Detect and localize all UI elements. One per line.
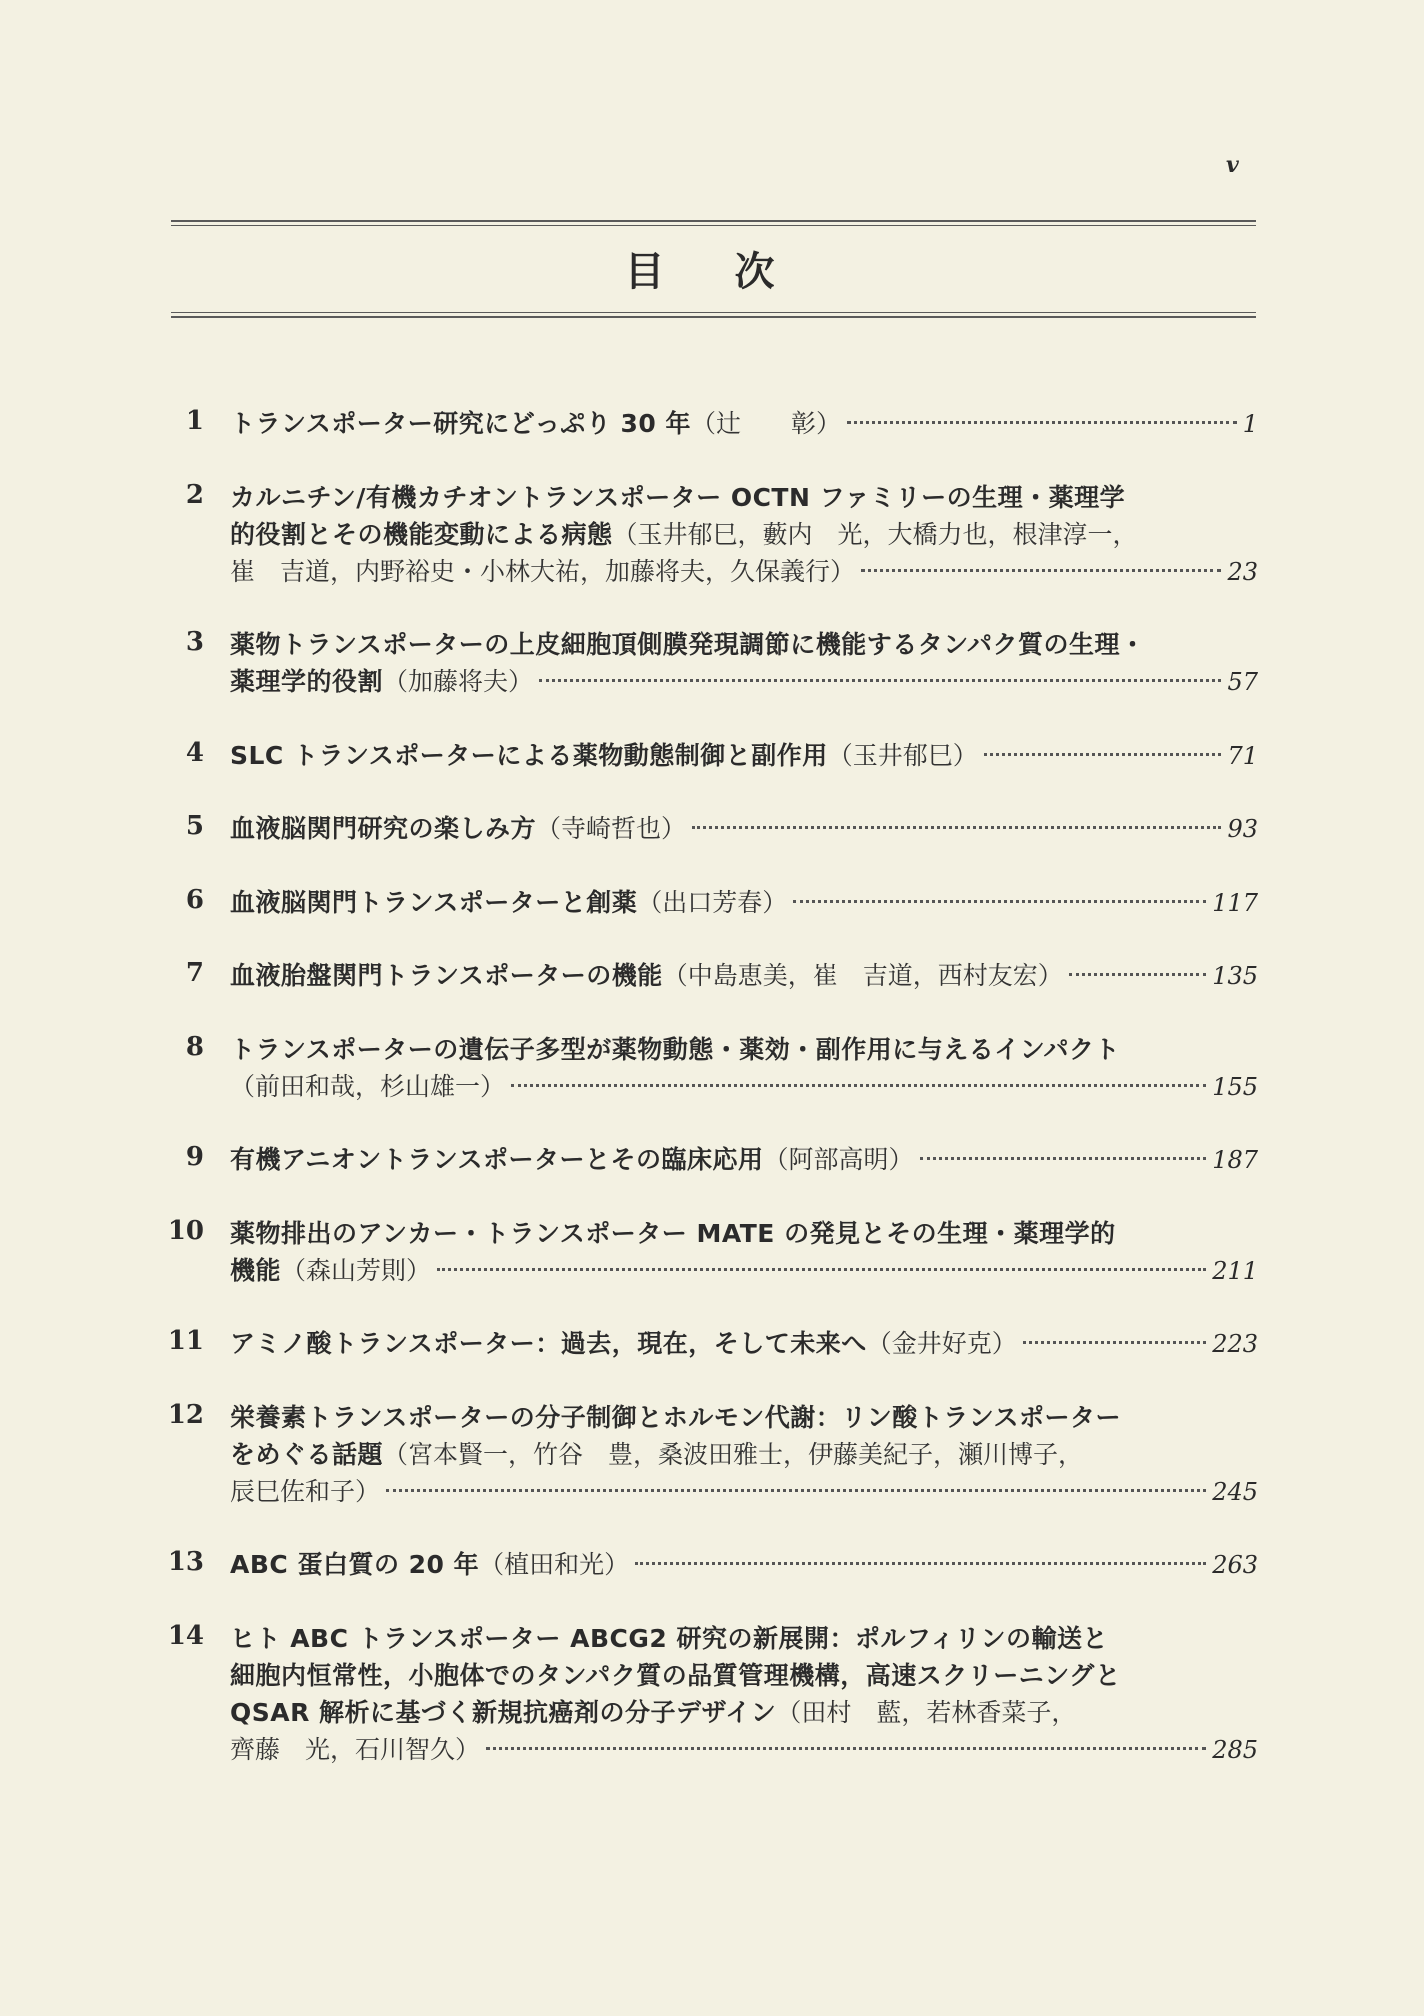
entry-number: 4 <box>185 737 204 768</box>
entry-line <box>230 404 1258 444</box>
entry-page-number: 23 <box>1227 557 1258 586</box>
entry-page-number: 93 <box>1227 815 1258 843</box>
entry-line <box>230 478 1125 518</box>
entry-line <box>230 1214 1116 1254</box>
entry-authors: （加藤将夫） <box>383 667 534 696</box>
entry-title: 機能 <box>230 1255 282 1285</box>
entry-line <box>230 552 1258 592</box>
entry-line <box>230 809 1258 849</box>
entry-authors: （前田和哉，杉山雄一） <box>230 1071 506 1101</box>
entry-title: をめぐる話題 <box>230 1439 384 1469</box>
entry-number: 5 <box>185 811 204 841</box>
leader-dots <box>437 1268 1206 1271</box>
title-rule-top <box>171 220 1256 229</box>
entry-page-number: 245 <box>1212 1477 1258 1506</box>
entry-number: 6 <box>185 884 204 915</box>
entry-title: アミノ酸トランスポーター：過去，現在，そして未来へ <box>230 1329 867 1358</box>
leader-dots <box>847 421 1237 424</box>
entry-authors: （植田和光） <box>479 1550 630 1579</box>
entry-title: 血液脳関門トランスポーターと創薬 <box>230 887 638 917</box>
entry-authors: （宮本賢一，竹谷 豊，桑波田雅士，伊藤美紀子，瀬川博子， <box>383 1439 1084 1469</box>
entry-authors: 齊藤 光，石川智久） <box>230 1734 481 1764</box>
entry-authors: 崔 吉道，内野裕史・小林大祐，加藤将夫，久保義行） <box>230 556 856 586</box>
entry-authors: （阿部高明） <box>763 1145 914 1174</box>
entry-authors: 辰巳佐和子） <box>230 1476 381 1506</box>
leader-dots <box>386 1489 1206 1492</box>
entry-page-number: 211 <box>1212 1256 1258 1285</box>
entry-title: 薬物排出のアンカー・トランスポーター MATE の発見とその生理・薬理学的 <box>230 1218 1116 1248</box>
entry-page-number: 285 <box>1212 1735 1258 1764</box>
entry-authors: （寺崎哲也） <box>536 814 687 843</box>
entry-title: 血液脳関門研究の楽しみ方 <box>230 814 537 843</box>
entry-number: 2 <box>185 479 204 510</box>
entry-line <box>230 736 1258 776</box>
entry-page-number: 71 <box>1227 741 1258 770</box>
entry-title: ヒト ABC トランスポーター ABCG2 研究の新展開：ポルフィリンの輸送と <box>230 1623 1108 1653</box>
entry-title: QSAR 解析に基づく新規抗癌剤の分子デザイン <box>230 1697 777 1727</box>
entry-title: 薬理学的役割 <box>230 667 384 696</box>
entry-line <box>230 1067 1258 1107</box>
entry-number: 7 <box>185 958 204 988</box>
entry-title: 細胞内恒常性，小胞体でのタンパク質の品質管理機構，高速スクリーニングと <box>230 1660 1121 1690</box>
entry-line <box>230 1619 1108 1659</box>
entry-title: トランスポーター研究にどっぷり 30 年 <box>230 409 691 438</box>
entry-number: 3 <box>185 627 204 657</box>
entry-line <box>230 956 1258 996</box>
entry-title: ABC 蛋白質の 20 年 <box>230 1550 480 1579</box>
leader-dots <box>511 1084 1206 1087</box>
entry-line <box>230 883 1258 923</box>
entry-authors: （玉井郁巳，藪内 光，大橋力也，根津淳一， <box>612 519 1138 549</box>
leader-dots <box>984 753 1222 756</box>
page-number: v <box>1226 152 1239 178</box>
entry-line <box>230 1730 1258 1770</box>
entry-title: トランスポーターの遺伝子多型が薬物動態・薬効・副作用に与えるインパクト <box>230 1034 1121 1064</box>
entry-page-number: 1 <box>1242 410 1258 438</box>
leader-dots <box>1023 1341 1206 1344</box>
entry-authors: （森山芳則） <box>281 1255 432 1285</box>
leader-dots <box>692 826 1221 829</box>
entry-authors: （金井好克） <box>866 1329 1017 1358</box>
entry-title: 栄養素トランスポーターの分子制御とホルモン代謝：リン酸トランスポーター <box>230 1402 1122 1432</box>
entry-number: 12 <box>167 1399 204 1430</box>
entry-page-number: 117 <box>1212 888 1258 917</box>
entry-line <box>230 662 1258 702</box>
leader-dots <box>1069 973 1206 976</box>
entry-title: 薬物トランスポーターの上皮細胞頂側膜発現調節に機能するタンパク質の生理・ <box>230 630 1146 659</box>
entry-number: 9 <box>185 1142 204 1172</box>
entry-authors: （出口芳春） <box>637 887 788 917</box>
entry-number: 14 <box>167 1620 204 1651</box>
entry-line <box>230 1140 1258 1180</box>
entry-authors: （辻 彰） <box>690 409 841 438</box>
entry-line <box>230 1251 1258 1291</box>
entry-line <box>230 515 1138 555</box>
entry-number: 1 <box>185 406 204 436</box>
entry-authors: （中島恵美，崔 吉道，西村友宏） <box>662 961 1063 990</box>
entry-page-number: 57 <box>1227 668 1258 696</box>
entry-authors: （玉井郁巳） <box>827 740 978 770</box>
leader-dots <box>539 679 1221 682</box>
entry-line <box>230 1030 1120 1070</box>
leader-dots <box>793 900 1206 903</box>
leader-dots <box>861 569 1221 572</box>
entry-line <box>230 1693 1076 1733</box>
entry-title: SLC トランスポーターによる薬物動態制御と副作用 <box>230 740 828 770</box>
entry-number: 8 <box>185 1031 204 1062</box>
entry-page-number: 135 <box>1212 962 1258 990</box>
entry-page-number: 223 <box>1212 1330 1258 1358</box>
entry-title: カルニチン/有機カチオントランスポーター OCTN ファミリーの生理・薬理学 <box>230 482 1126 512</box>
entry-line <box>230 625 1146 665</box>
leader-dots <box>920 1157 1207 1160</box>
entry-line <box>230 1324 1258 1364</box>
entry-page-number: 187 <box>1212 1146 1258 1174</box>
entry-number: 10 <box>167 1215 204 1246</box>
entry-title: 的役割とその機能変動による病態 <box>230 519 613 549</box>
entry-number: 11 <box>167 1326 204 1356</box>
title-rule-bottom <box>171 312 1256 321</box>
entry-line <box>230 1545 1258 1585</box>
entry-title: 有機アニオントランスポーターとその臨床応用 <box>230 1145 764 1174</box>
leader-dots <box>486 1747 1206 1750</box>
page-title: 目 次 <box>624 249 803 295</box>
entry-page-number: 155 <box>1212 1072 1258 1101</box>
entry-line <box>230 1398 1121 1438</box>
entry-line <box>230 1435 1083 1475</box>
leader-dots <box>635 1562 1206 1565</box>
entry-page-number: 263 <box>1212 1551 1258 1579</box>
entry-line <box>230 1656 1121 1696</box>
entry-authors: （田村 藍，若林香菜子， <box>776 1697 1077 1727</box>
entry-title: 血液胎盤関門トランスポーターの機能 <box>230 961 663 990</box>
entry-line <box>230 1472 1258 1512</box>
entry-number: 13 <box>167 1547 204 1577</box>
